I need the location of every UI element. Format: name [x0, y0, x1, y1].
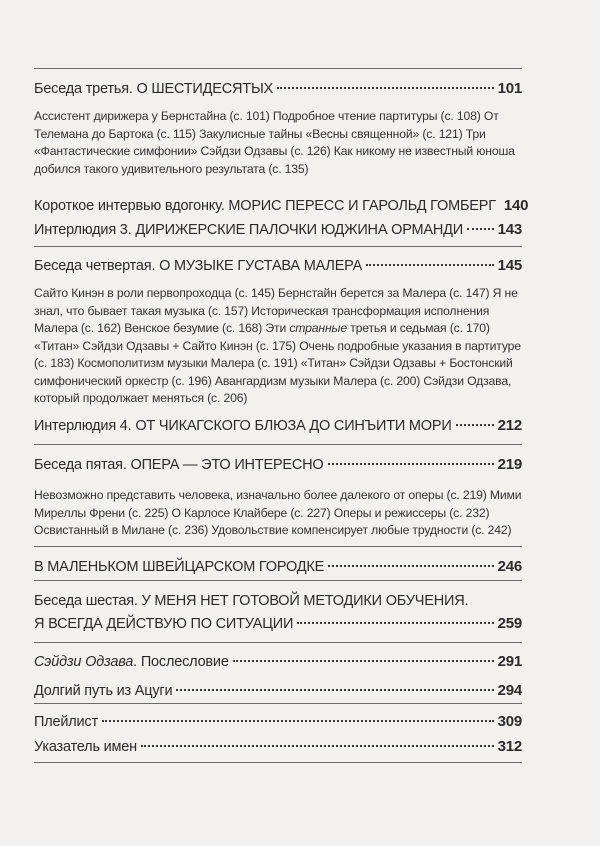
toc-entry-interview[interactable]	[34, 196, 529, 216]
toc-title: Беседа третья. О ШЕСТИДЕСЯТЫХ	[34, 81, 274, 97]
toc-title: Интерлюдия 4. ОТ ЧИКАГСКОГО БЛЮЗА ДО СИНЪИТИ МОРИ	[34, 418, 452, 434]
toc-subsections: Ассистент дирижера у Бернстайна (с. 101) Подробное чтение партитуры (с. 108) От Телемана до Бартока (с. 115) Закулисные тайны «Весны священной» (с. 121) Три «Фантастические симфонии» Сэйдзи Одзавы (с. 126) Как никому не известный юноша добился такого удивительного результата (с. 135)	[34, 109, 515, 176]
dot-leader	[366, 264, 493, 266]
divider	[34, 762, 522, 763]
toc-subsections-text: третья и седьмая (с. 170) «Титан» Сэйдзи Одзавы + Сайто Кинэн (с. 175) Очень подробные указания в партитуре (с. 183) Космополитизм музыки Малера (с. 191) «Титан» Сэйдзи Одзавы + Бостонский симфонический оркестр (с. 196) Авангардизм музыки Малера (с. 200) Сэйдзи Одзава, который продолжает меняться (с. 206)	[34, 321, 521, 405]
dot-leader	[233, 660, 494, 662]
toc-page-number: 140	[503, 197, 529, 214]
toc-subsections	[34, 285, 522, 408]
toc-page-number: 294	[497, 682, 522, 699]
toc-title: Плейлист	[34, 714, 98, 730]
toc-subsections-text: Сайто Кинэн в роли первопроходца (с. 145) Бернстайн берется за Малера (с. 147) Я не знал, что бывает такая музыка (с. 157) Историческая трансформация исполнения Малера (с. 162) Венское безумие (с. 168) Эти	[34, 286, 518, 335]
toc-entry-swiss[interactable]	[34, 557, 522, 577]
toc-title: Указатель имен	[34, 739, 137, 755]
toc-page-number: 312	[497, 738, 522, 755]
toc-title: Долгий путь из Ацуги	[34, 683, 173, 699]
divider	[34, 703, 522, 704]
dot-leader	[456, 424, 494, 426]
toc-entry-index[interactable]	[34, 737, 522, 757]
toc-entry-ch5[interactable]	[34, 455, 522, 540]
toc-page-number: 246	[497, 558, 522, 575]
toc-page-number: 145	[497, 257, 522, 274]
toc-entry-ch3[interactable]	[34, 79, 522, 178]
divider	[34, 246, 522, 247]
toc-title: В МАЛЕНЬКОМ ШВЕЙЦАРСКОМ ГОРОДКЕ	[34, 559, 325, 575]
toc-page-number: 309	[497, 713, 522, 730]
toc-title-line1: Беседа шестая. У МЕНЯ НЕТ ГОТОВОЙ МЕТОДИКИ ОБУЧЕНИЯ.	[34, 593, 469, 609]
dot-leader	[102, 720, 494, 722]
dot-leader	[297, 622, 493, 624]
dot-leader	[328, 565, 493, 567]
dot-leader	[176, 689, 493, 691]
dot-leader	[328, 463, 494, 465]
dot-leader	[467, 228, 494, 230]
toc-subsections-italic: странные	[289, 321, 347, 335]
toc-page-number: 291	[497, 653, 522, 670]
toc-entry-afterword[interactable]	[34, 652, 522, 672]
toc-entry-playlist[interactable]	[34, 712, 522, 732]
toc-title	[34, 652, 229, 672]
divider	[34, 546, 522, 547]
dot-leader	[277, 87, 494, 89]
toc-entry-ch4[interactable]	[34, 256, 522, 408]
toc-page-number: 212	[497, 417, 522, 434]
toc-author: Сэйдзи Одзава	[34, 654, 134, 670]
toc-page-number: 259	[497, 615, 522, 632]
toc-entry-interlude3[interactable]	[34, 220, 522, 240]
toc-subsections: Невозможно представить человека, изначально более далекого от оперы (с. 219) Мими Миреллы Френи (с. 225) О Карлосе Клайбере (с. 227) Оперы и режиссеры (с. 232) Освистанный в Милане (с. 236) Удовольствие компенсирует любые трудности (с. 242)	[34, 488, 522, 537]
toc-title: Беседа пятая. ОПЕРА — ЭТО ИНТЕРЕСНО	[34, 457, 324, 473]
toc-page-number: 101	[497, 80, 522, 97]
toc-title-line2: Я ВСЕГДА ДЕЙСТВУЮ ПО СИТУАЦИИ	[34, 616, 294, 632]
toc-page-number: 143	[497, 221, 522, 238]
divider	[34, 444, 522, 445]
toc-entry-atsugi[interactable]	[34, 681, 522, 701]
dot-leader	[141, 745, 494, 747]
divider	[34, 642, 522, 643]
divider	[34, 68, 522, 69]
divider	[34, 580, 522, 581]
toc-entry-interlude4[interactable]	[34, 416, 522, 436]
toc-title: Короткое интервью вдогонку. МОРИС ПЕРЕСС И ГАРОЛЬД ГОМБЕРГ	[34, 198, 496, 214]
toc-title: Интерлюдия 3. ДИРИЖЕРСКИЕ ПАЛОЧКИ ЮДЖИНА ОРМАНДИ	[34, 222, 463, 238]
toc-entry-ch6[interactable]	[34, 591, 522, 634]
toc-title: Беседа четвертая. О МУЗЫКЕ ГУСТАВА МАЛЕРА	[34, 258, 363, 274]
toc-page-number: 219	[497, 456, 522, 473]
toc-title-text: . Послесловие	[133, 654, 229, 670]
